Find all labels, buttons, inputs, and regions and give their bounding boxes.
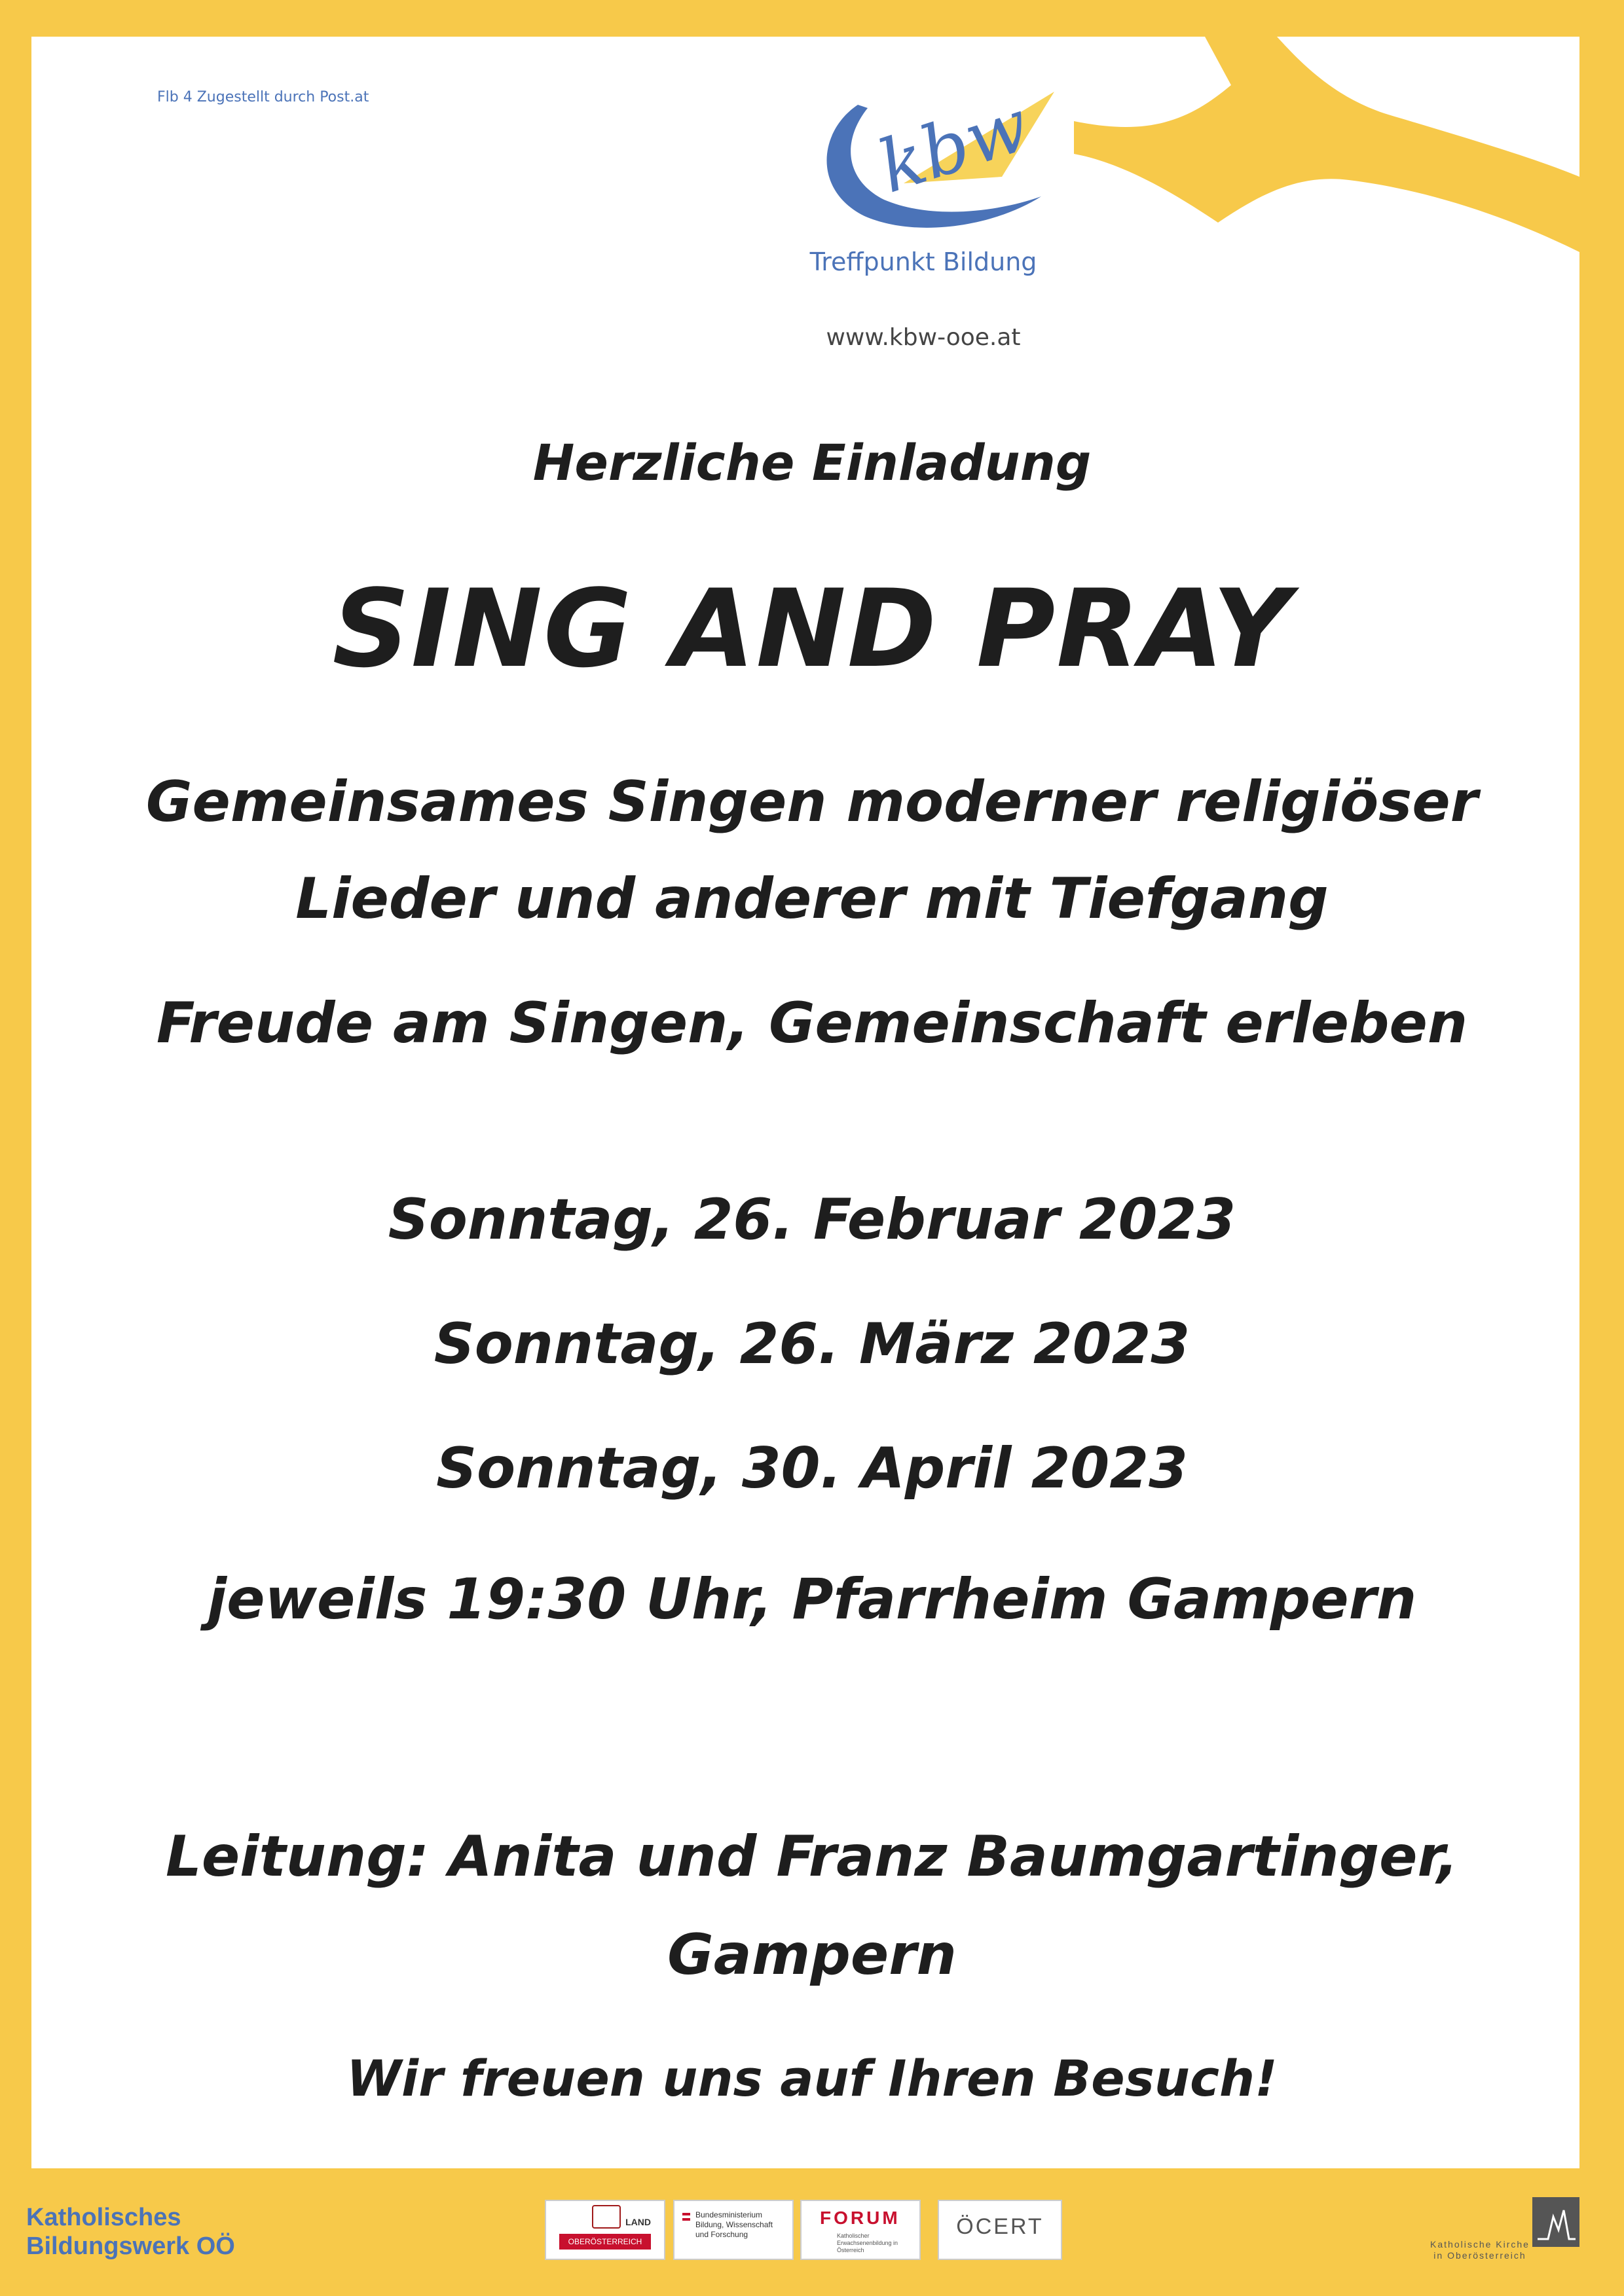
subtitle-line-2: Lieder und anderer mit Tiefgang bbox=[295, 866, 1329, 932]
time-location: jeweils 19:30 Uhr, Pfarrheim Gampern bbox=[207, 1567, 1417, 1632]
event-title: SING AND PRAY bbox=[332, 566, 1292, 691]
church-line-1: Katholische Kirche bbox=[1430, 2239, 1530, 2250]
coat-of-arms-icon bbox=[592, 2205, 621, 2229]
sponsor-land-top: LAND bbox=[625, 2217, 651, 2227]
sponsor-land-ooe-logo bbox=[545, 2200, 665, 2260]
event-date-1: Sonntag, 26. Februar 2023 bbox=[388, 1187, 1236, 1252]
sponsor-oecert-name: ÖCERT bbox=[956, 2214, 1044, 2239]
subtitle-line-3: Freude am Singen, Gemeinschaft erleben bbox=[156, 991, 1468, 1056]
leadership-line-2: Gampern bbox=[667, 1922, 957, 1988]
kbw-logo bbox=[805, 79, 1067, 242]
logo-text: kbw bbox=[868, 82, 1039, 210]
invitation-greeting: Herzliche Einladung bbox=[532, 433, 1092, 492]
sponsor-forum-name: FORUM bbox=[820, 2208, 900, 2228]
closing-message: Wir freuen uns auf Ihren Besuch! bbox=[346, 2049, 1278, 2107]
church-icon bbox=[1532, 2197, 1579, 2247]
church-footer-text bbox=[1421, 2239, 1539, 2261]
subtitle-line-1: Gemeinsames Singen moderner religiöser bbox=[145, 769, 1479, 835]
postal-note: Flb 4 Zugestellt durch Post.at bbox=[157, 89, 369, 105]
sponsor-land-bar: OBERÖSTERREICH bbox=[559, 2234, 651, 2250]
sponsor-forum-logo bbox=[800, 2200, 921, 2260]
sponsor-bm-line-1: Bundesministerium bbox=[695, 2210, 763, 2219]
event-date-3: Sonntag, 30. April 2023 bbox=[436, 1436, 1188, 1501]
sponsor-bm-line-3: und Forschung bbox=[695, 2230, 748, 2239]
leadership-line-1: Leitung: Anita und Franz Baumgartinger, bbox=[166, 1824, 1458, 1889]
sponsor-ministry-logo bbox=[673, 2200, 794, 2260]
church-line-2: in Oberösterreich bbox=[1433, 2250, 1526, 2261]
kbw-footer-line-2: Bildungswerk OÖ bbox=[26, 2232, 235, 2260]
kbw-footer-line-1: Katholisches bbox=[26, 2204, 181, 2231]
tagline: Treffpunkt Bildung bbox=[809, 247, 1037, 276]
event-date-2: Sonntag, 26. März 2023 bbox=[434, 1311, 1190, 1377]
sponsor-forum-sub: Katholischer Erwachsenenbildung in Österreich bbox=[837, 2232, 898, 2253]
austrian-flag-icon bbox=[682, 2213, 690, 2221]
sponsor-oecert-logo bbox=[938, 2200, 1062, 2260]
sponsor-bm-line-2: Bildung, Wissenschaft bbox=[695, 2220, 773, 2229]
kbw-footer-logo bbox=[26, 2203, 235, 2261]
website-url[interactable]: www.kbw-ooe.at bbox=[826, 324, 1021, 351]
